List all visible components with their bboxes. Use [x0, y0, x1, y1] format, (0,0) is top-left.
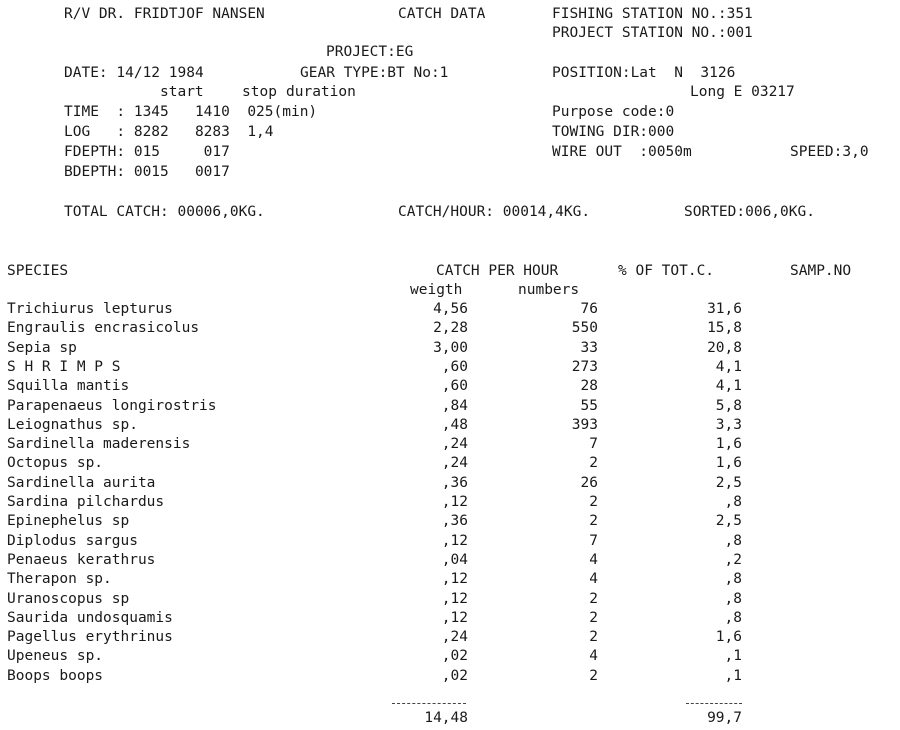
catch-numbers: 393	[571, 417, 598, 433]
catch-weight: ,24	[441, 629, 468, 645]
pct-of-total: ,8	[724, 494, 742, 510]
pct-of-total: ,1	[724, 648, 742, 664]
species-name: Epinephelus sp	[7, 513, 130, 529]
catch-weight: ,12	[441, 533, 468, 549]
catch-numbers: 4	[589, 552, 598, 568]
pct-of-total: 1,6	[715, 455, 742, 471]
catch-numbers: 33	[580, 340, 598, 356]
catch-weight: ,48	[441, 417, 468, 433]
pct-of-total: ,8	[724, 533, 742, 549]
catch-per-hour-total: CATCH/HOUR: 00014,4KG.	[398, 204, 591, 220]
weight-total: 14,48	[424, 710, 468, 726]
catch-numbers: 2	[589, 455, 598, 471]
pct-of-total: ,1	[724, 668, 742, 684]
bdepth-row: BDEPTH: 0015 0017	[64, 164, 230, 180]
pct-of-total: 1,6	[715, 436, 742, 452]
species-name: Squilla mantis	[7, 378, 130, 394]
catch-numbers: 4	[589, 648, 598, 664]
catch-weight: ,36	[441, 475, 468, 491]
species-name: S H R I M P S	[7, 359, 121, 375]
species-name: Leiognathus sp.	[7, 417, 138, 433]
position-long: Long E 03217	[690, 84, 795, 100]
catch-weight: ,12	[441, 571, 468, 587]
species-name: Sardinella aurita	[7, 475, 156, 491]
catch-weight: ,02	[441, 668, 468, 684]
catch-weight: ,60	[441, 378, 468, 394]
species-name: Sardinella maderensis	[7, 436, 191, 452]
col-species-header: SPECIES	[7, 263, 69, 279]
pct-of-total: 4,1	[715, 359, 742, 375]
catch-numbers: 28	[580, 378, 598, 394]
catch-weight: ,24	[441, 436, 468, 452]
species-name: Saurida undosquamis	[7, 610, 173, 626]
catch-weight: ,12	[441, 494, 468, 510]
position-lat: POSITION:Lat N 3126	[552, 65, 736, 81]
project-code: PROJECT:EG	[326, 44, 414, 60]
pct-of-total: ,2	[724, 552, 742, 568]
vessel-name: R/V DR. FRIDTJOF NANSEN	[64, 6, 265, 22]
date: DATE: 14/12 1984	[64, 65, 204, 81]
pct-of-total: 3,3	[715, 417, 742, 433]
species-name: Sepia sp	[7, 340, 77, 356]
pct-of-total: 2,5	[715, 513, 742, 529]
catch-numbers: 2	[589, 629, 598, 645]
species-name: Sardina pilchardus	[7, 494, 165, 510]
pct-of-total: ,8	[724, 610, 742, 626]
col-samp-header: SAMP.NO	[790, 263, 852, 279]
species-name: Trichiurus lepturus	[7, 301, 173, 317]
species-name: Penaeus kerathrus	[7, 552, 156, 568]
col-catch-per-hour-header: CATCH PER HOUR	[436, 263, 559, 279]
pct-of-total: ,8	[724, 591, 742, 607]
catch-numbers: 2	[589, 494, 598, 510]
pct-of-total: 2,5	[715, 475, 742, 491]
col-pct-header: % OF TOT.C.	[618, 263, 715, 279]
project-station-no: PROJECT STATION NO.:001	[552, 25, 753, 41]
catch-weight: ,84	[441, 398, 468, 414]
purpose-code: Purpose code:0	[552, 104, 675, 120]
catch-weight: 2,28	[433, 320, 468, 336]
catch-numbers: 2	[589, 668, 598, 684]
weight-total-rule	[392, 703, 466, 704]
species-name: Therapon sp.	[7, 571, 112, 587]
col-duration-label: duration	[286, 84, 356, 100]
towing-dir: TOWING DIR:000	[552, 124, 675, 140]
species-name: Upeneus sp.	[7, 648, 104, 664]
catch-numbers: 4	[589, 571, 598, 587]
catch-weight: ,36	[441, 513, 468, 529]
catch-weight: ,04	[441, 552, 468, 568]
speed: SPEED:3,0	[790, 144, 869, 160]
col-stop-label: stop	[242, 84, 277, 100]
col-weight-subheader: weigth	[410, 282, 463, 298]
sorted-weight: SORTED:006,0KG.	[684, 204, 815, 220]
catch-numbers: 26	[580, 475, 598, 491]
catch-numbers: 2	[589, 591, 598, 607]
pct-of-total: 1,6	[715, 629, 742, 645]
catch-numbers: 76	[580, 301, 598, 317]
species-name: Engraulis encrasicolus	[7, 320, 200, 336]
catch-numbers: 7	[589, 533, 598, 549]
catch-weight: ,12	[441, 591, 468, 607]
total-catch: TOTAL CATCH: 00006,0KG.	[64, 204, 265, 220]
fdepth-row: FDEPTH: 015 017	[64, 144, 230, 160]
fishing-station-no: FISHING STATION NO.:351	[552, 6, 753, 22]
pct-of-total: 15,8	[707, 320, 742, 336]
catch-numbers: 2	[589, 610, 598, 626]
catch-weight: ,24	[441, 455, 468, 471]
catch-weight: 3,00	[433, 340, 468, 356]
species-name: Octopus sp.	[7, 455, 104, 471]
species-name: Diplodus sargus	[7, 533, 138, 549]
pct-of-total: 31,6	[707, 301, 742, 317]
species-name: Uranoscopus sp	[7, 591, 130, 607]
pct-of-total: 5,8	[715, 398, 742, 414]
catch-numbers: 2	[589, 513, 598, 529]
wire-out: WIRE OUT :0050m	[552, 144, 692, 160]
pct-total: 99,7	[707, 710, 742, 726]
col-start-label: start	[160, 84, 204, 100]
gear-type: GEAR TYPE:BT No:1	[300, 65, 449, 81]
catch-weight: ,02	[441, 648, 468, 664]
pct-of-total: 4,1	[715, 378, 742, 394]
pct-of-total: ,8	[724, 571, 742, 587]
species-name: Pagellus erythrinus	[7, 629, 173, 645]
catch-weight: ,60	[441, 359, 468, 375]
log-row: LOG : 8282 8283 1,4	[64, 124, 274, 140]
catch-numbers: 7	[589, 436, 598, 452]
col-numbers-subheader: numbers	[518, 282, 580, 298]
time-row: TIME : 1345 1410 025(min)	[64, 104, 318, 120]
catch-weight: 4,56	[433, 301, 468, 317]
catch-numbers: 55	[580, 398, 598, 414]
catch-numbers: 273	[571, 359, 598, 375]
catch-numbers: 550	[571, 320, 598, 336]
pct-total-rule	[686, 703, 742, 704]
species-name: Boops boops	[7, 668, 104, 684]
catch-weight: ,12	[441, 610, 468, 626]
pct-of-total: 20,8	[707, 340, 742, 356]
document-title: CATCH DATA	[398, 6, 486, 22]
species-name: Parapenaeus longirostris	[7, 398, 217, 414]
